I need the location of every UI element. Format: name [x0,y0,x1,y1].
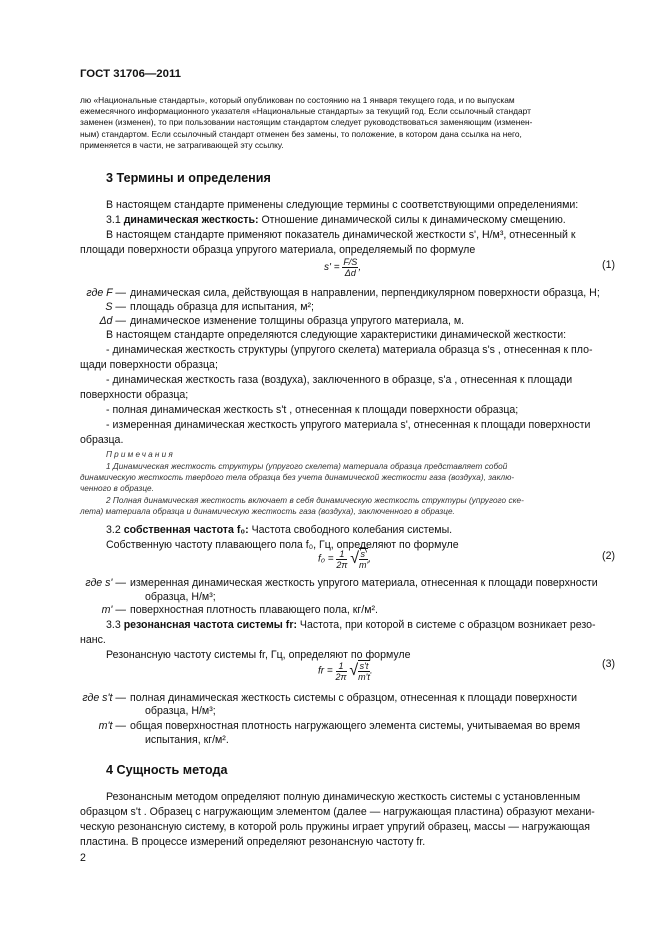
where-text: поверхностная плотность плавающего пола, кг/м². [130,604,378,616]
formula-lhs: fr = [318,665,333,677]
where-symbol: где F — [86,287,126,299]
where-symbol: Δd — [99,315,126,327]
paragraph-line: образцом s't . Образец с нагружающим элементом (далее — нагружающая пластина) образуют механи- [80,806,595,818]
equation-number: (3) [602,658,615,670]
section-4-heading: 4 Сущность метода [106,763,228,777]
note-line: динамическую жесткость твердого тела образца без учета динамической жесткости газа (воздуха), заклю- [80,473,515,482]
paragraph-line: пластина. В процессе измерений определяют резонансную частоту fr. [80,836,426,848]
fraction-numerator: s' [360,549,367,559]
fraction-denominator: 2π [336,559,348,570]
intro-line: ным) стандартом. Если ссылочный стандарт отменен без замены, то положение, в котором дана ссылка на него, [80,128,522,139]
term-3-1 [80,213,615,228]
fraction-denominator: m't [358,672,370,682]
where-symbol: S — [105,301,126,313]
formula-lhs: s' = [324,262,340,274]
note-line: 2 Полная динамическая жесткость включает в себя динамическую жесткость структуры (упругого ске- [106,496,524,505]
fraction [336,549,347,570]
section-3-heading: 3 Термины и определения [106,171,271,185]
list-item: - динамическая жесткость структуры (упругого скелета) материала образца s's , отнесенная к пло- [106,344,593,356]
where-text: динамическая сила, действующая в направлении, перпендикулярном поверхности образца, Н; [130,287,600,299]
term-number: 3.2 [106,524,121,536]
paragraph: В настоящем стандарте применены следующие термины с соответствующими определениями: [106,199,579,211]
paragraph: В настоящем стандарте определяются следующие характеристики динамической жесткости: [106,329,567,341]
fraction [336,661,347,682]
paragraph-line: Резонансным методом определяют полную динамическую жесткость системы с установленным [106,791,581,803]
list-item: - измеренная динамическая жесткость упругого материала s', отнесенная к площади поверхности [106,419,591,431]
term-name: динамическая жесткость: [123,214,259,226]
where-text: измеренная динамическая жесткость упругого материала, отнесенная к площади поверхности [130,577,598,589]
where-text: испытания, кг/м². [145,734,229,746]
where-text: полная динамическая жесткость системы с образцом, отнесенная к площади поверхности [130,692,578,704]
formula-lhs: f₀ = [318,553,334,565]
intro-line: ежемесячного информационного указателя «Национальные стандарты» за текущий год. Если ссылочный стандарт [80,106,531,117]
notes-heading: Примечания [106,450,175,459]
where-symbol: где s' — [85,577,126,589]
list-item-continuation: поверхности образца; [80,389,189,401]
sqrt-icon: √ [349,662,359,679]
term-number: 3.3 [106,619,121,631]
fraction-numerator: F/S [343,257,358,267]
fraction-denominator: 2π [335,671,347,682]
radicand [359,548,368,570]
intro-line: лю «Национальные стандарты», который опубликован по состоянию на 1 января текущего года, и по выпускам [80,95,515,105]
term-definition: Отношение динамической силы к динамическому смещению. [258,214,566,226]
fraction [342,257,358,278]
paragraph: Собственную частоту плавающего пола f₀, Гц, определяют по формуле [106,539,459,551]
fraction-denominator: m' [359,560,369,570]
formula-2: f₀ = $\frac{1}{2\pi}$ √ $\frac{s'}{m'}$ , [318,548,372,570]
intro-paragraph [80,95,615,151]
where-symbol: m' — [101,604,126,616]
formula-1: s' = $\frac{F/S}{\Delta d}$ , [324,257,362,278]
document-header: ГОСТ 31706—2011 [80,68,182,80]
page-number: 2 [80,852,86,864]
formula-3: fr = $\frac{1}{2\pi}$ √ $\frac{s't}{m't}$ . [318,660,373,682]
note-line: 1 Динамическая жесткость структуры (упругого скелета) материала образца представляет собой [106,462,508,471]
term-number: 3.1 [106,214,121,226]
note-line: лета) материала образца и динамическую жесткость газа (воздуха), заключенного в образце. [80,507,455,516]
paragraph: Резонансную частоту системы fr, Гц, определяют по формуле [106,649,411,661]
term-definition: Частота свободного колебания системы. [248,524,453,536]
term-definition: Частота, при которой в системе с образцом возникает резо- [296,619,596,631]
paragraph-line: ческую резонансную систему, в которой роль пружины играет упругий образец, массы — нагружающая [80,821,590,833]
fraction-numerator: 1 [336,661,347,672]
list-item: - динамическая жесткость газа (воздуха), заключенного в образце, s'a , отнесенная к площади [106,374,573,386]
intro-line: применяется в части, не затрагивающей эту ссылку. [80,139,284,150]
paragraph: нанс. [80,634,106,646]
where-text: площадь образца для испытания, м²; [130,301,314,313]
where-text: образца, Н/м³; [145,591,216,603]
equation-number: (1) [602,259,615,271]
term-3-2 [80,523,615,538]
fraction-numerator: 1 [336,549,347,560]
where-text: общая поверхностная плотность нагружающего элемента системы, учитываемая во время [130,720,581,732]
paragraph: В настоящем стандарте применяют показатель динамической жесткости s', Н/м³, отнесенный к [106,229,576,241]
where-text: динамическое изменение толщины образца упругого материала, м. [130,315,465,327]
where-symbol: m't — [98,720,126,732]
list-item: - полная динамическая жесткость s't , отнесенная к площади поверхности образца; [106,404,519,416]
where-text: образца, Н/м³; [145,705,216,717]
term-name: собственная частота f₀: [123,524,249,536]
radicand [358,660,370,682]
where-symbol: где s't — [82,692,126,704]
fraction-numerator: s't [359,661,369,671]
paragraph: площади поверхности образца упругого материала, определяемый по формуле [80,244,476,256]
term-name: резонансная частота системы fr: [123,619,297,631]
sqrt-icon: √ [350,550,360,567]
equation-number: (2) [602,550,615,562]
list-item-continuation: образца. [80,434,124,446]
note-line: ченного в образце. [80,484,154,493]
fraction-denominator: Δd [344,268,356,278]
list-item-continuation: щади поверхности образца; [80,359,218,371]
intro-line: заменен (изменен), то при пользовании настоящим стандартом следует руководствоваться заменяющим (изменен- [80,117,533,128]
term-3-3 [80,618,615,633]
